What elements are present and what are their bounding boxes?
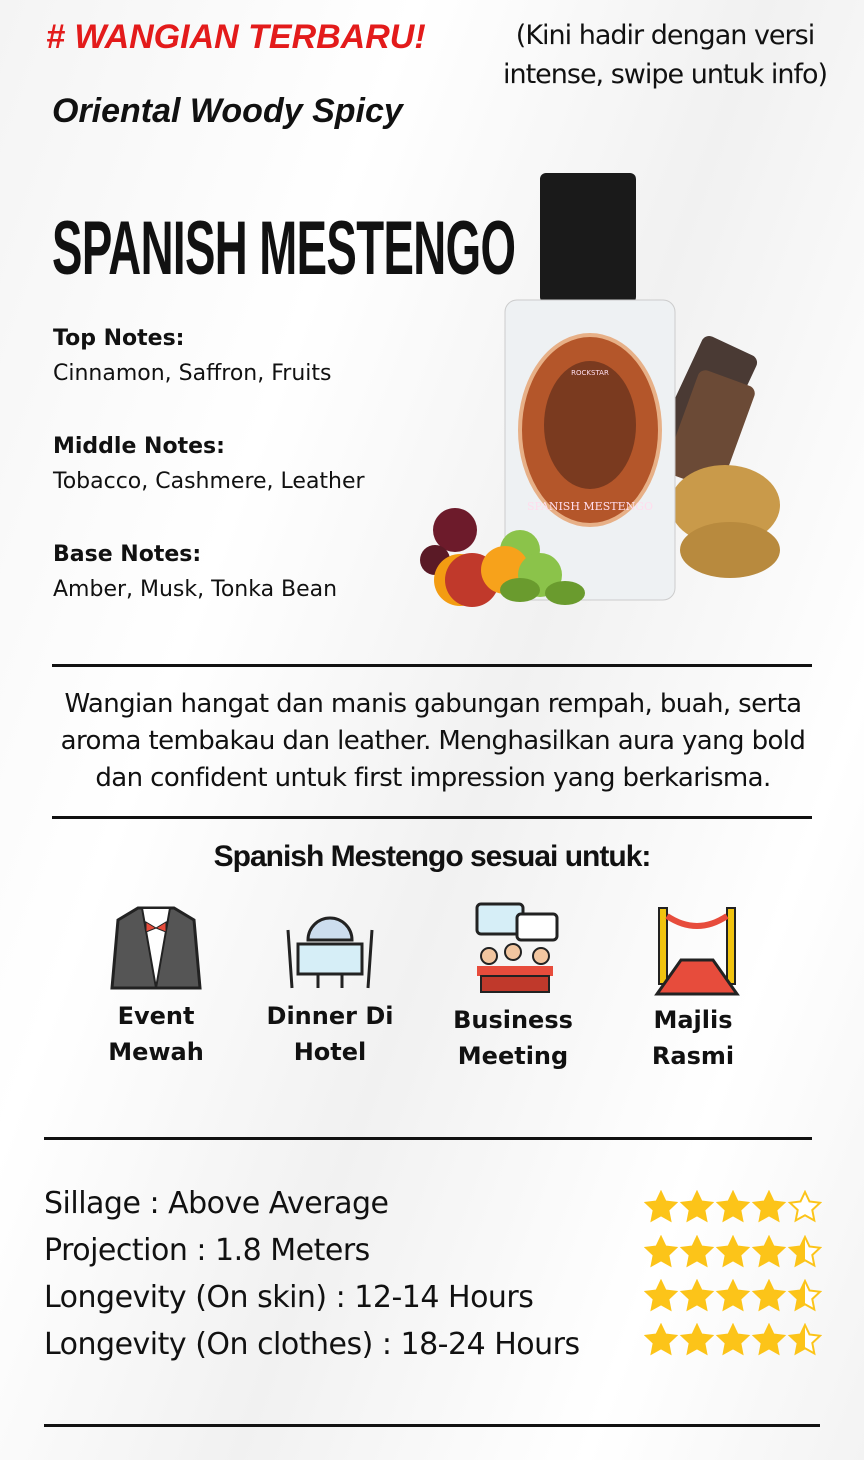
top-notes-value: Cinnamon, Saffron, Fruits [53, 361, 332, 386]
base-notes-label: Base Notes: [53, 542, 202, 567]
star-full-icon [680, 1323, 714, 1356]
star-full-icon [752, 1279, 786, 1312]
projection-rating-label: Projection : 1.8 Meters [44, 1233, 370, 1268]
star-half-icon [788, 1279, 822, 1312]
star-full-icon [752, 1235, 786, 1268]
occasion-business-meeting [448, 900, 578, 1074]
sillage-rating-label: Sillage : Above Average [44, 1186, 389, 1221]
star-full-icon [644, 1279, 678, 1312]
description: Wangian hangat dan manis gabungan rempah, buah, serta aroma tembakau dan leather. Menghasilkan aura yang bold dan confident untuk first impression yang berkarisma. [60, 689, 806, 793]
middle-notes-value: Tobacco, Cashmere, Leather [53, 469, 365, 494]
occasion-label: Majlis Rasmi [651, 1006, 735, 1070]
bottle-label-text: SPANISH MESTENGO [526, 500, 654, 513]
middle-notes-label: Middle Notes: [53, 434, 225, 459]
tuxedo-icon [108, 900, 204, 992]
star-rating [644, 1235, 822, 1268]
red-carpet-icon [641, 900, 745, 996]
base-notes-value: Amber, Musk, Tonka Bean [53, 577, 338, 602]
longevity-skin-rating-label: Longevity (On skin) : 12-14 Hours [44, 1280, 534, 1315]
divider [52, 816, 812, 819]
promo-heading: # WANGIAN TERBARU! [46, 18, 426, 56]
star-full-icon [680, 1235, 714, 1268]
divider [44, 1424, 820, 1427]
star-rating [644, 1190, 822, 1223]
occasion-majlis-rasmi [628, 900, 758, 1074]
star-full-icon [752, 1323, 786, 1356]
star-full-icon [716, 1279, 750, 1312]
star-full-icon [716, 1190, 750, 1223]
star-half-icon [788, 1323, 822, 1356]
occasion-event-mewah [91, 900, 221, 1070]
star-full-icon [716, 1235, 750, 1268]
fragrance-family: Oriental Woody Spicy [52, 92, 403, 130]
dinner-table-icon [278, 900, 382, 992]
meeting-icon [461, 900, 565, 996]
top-notes-label: Top Notes: [53, 326, 185, 351]
star-full-icon [752, 1190, 786, 1223]
occasion-dinner-hotel [265, 900, 395, 1070]
intense-version-note: (Kini hadir dengan versi intense, swipe untuk info) [502, 20, 828, 90]
brand-label: ROCKSTAR [571, 369, 609, 377]
divider [44, 1137, 812, 1140]
star-full-icon [680, 1279, 714, 1312]
star-full-icon [644, 1190, 678, 1223]
star-full-icon [680, 1190, 714, 1223]
occasion-label: Event Mewah [108, 1002, 204, 1066]
star-half-icon [788, 1235, 822, 1268]
star-rating [644, 1323, 822, 1356]
occasion-label: Dinner Di Hotel [266, 1002, 394, 1066]
star-rating [644, 1279, 822, 1312]
star-full-icon [644, 1323, 678, 1356]
star-empty-icon [788, 1190, 822, 1223]
star-full-icon [644, 1235, 678, 1268]
star-full-icon [716, 1323, 750, 1356]
longevity-clothes-rating-label: Longevity (On clothes) : 18-24 Hours [44, 1327, 580, 1362]
product-title: SPANISH MESTENGO [52, 206, 516, 291]
divider [52, 664, 812, 667]
suitable-heading: Spanish Mestengo sesuai untuk: [213, 840, 651, 873]
occasion-label: Business Meeting [453, 1006, 573, 1070]
